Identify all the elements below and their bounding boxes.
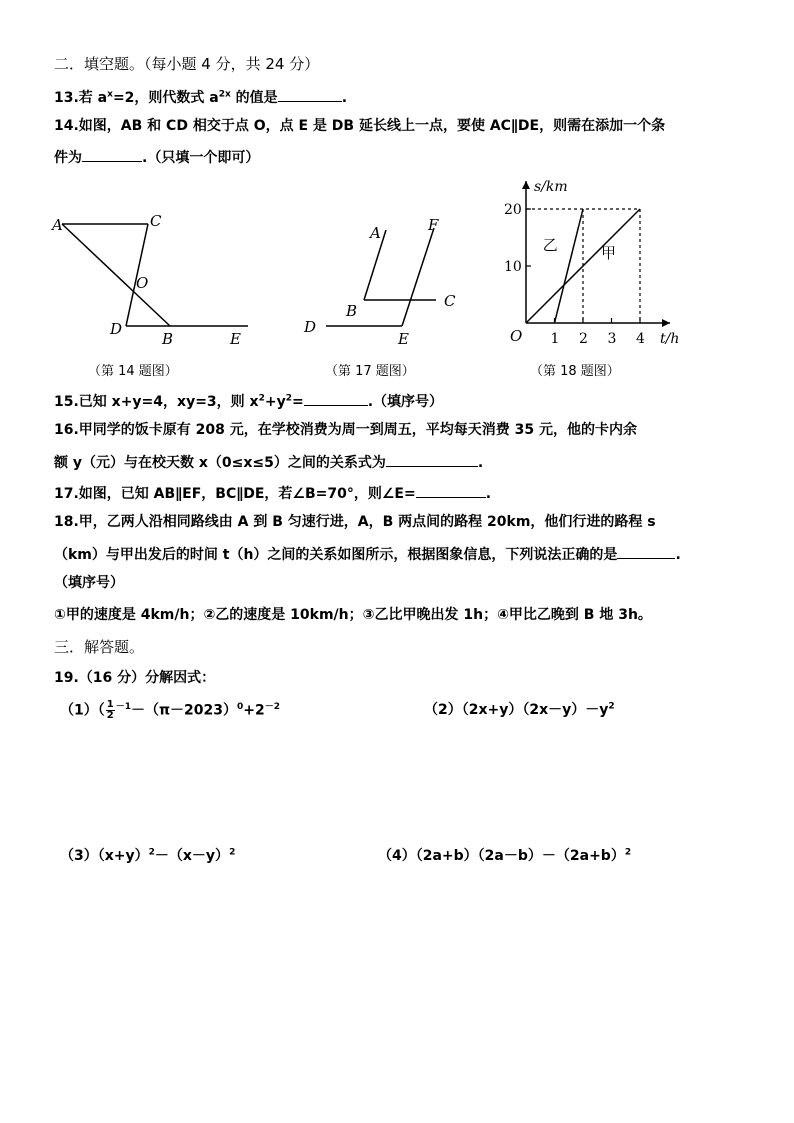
figure-18-caption: （第 18 题图） [530, 364, 620, 379]
x-tick-label-1: 1 [550, 331, 560, 347]
label-a: A [370, 224, 381, 242]
section-2-heading: 二．填空题。（每小题 4 分，共 24 分） [54, 55, 320, 73]
answer-blank-13[interactable] [278, 86, 342, 102]
label-b: B [346, 302, 358, 320]
figure-14-caption: （第 14 题图） [88, 364, 178, 379]
answer-blank-17[interactable] [416, 482, 486, 498]
question-19-part-4: $(4)(2a+b)(2a-b)-(2a+b)^2$ [378, 847, 632, 864]
answer-blank-18[interactable] [617, 543, 675, 559]
series-label-1: 乙 [542, 236, 558, 254]
fraction-one-half: $\frac{1}{2}$ [106, 699, 114, 721]
label-a: A [52, 216, 63, 234]
segment-ab [62, 224, 170, 326]
question-18-line-3: （填序号） [54, 575, 124, 591]
answer-blank-16[interactable] [386, 451, 478, 467]
figure-17 [296, 210, 476, 355]
y-tick-label-20: 20 [504, 202, 522, 218]
label-c: C [150, 212, 162, 230]
y-tick-label-10: 10 [504, 259, 522, 275]
series-label-0: 甲 [601, 244, 617, 262]
x-tick-label-2: 2 [579, 331, 588, 347]
x-tick-label-3: 3 [607, 331, 617, 347]
label-d: D [304, 318, 317, 336]
answer-blank-14[interactable] [82, 146, 142, 162]
question-18-options: ①甲的速度是 4km/h；②乙的速度是 10km/h；③乙比甲晚出发 1h；④甲比乙晚到 B 地 3h。 [54, 607, 652, 623]
question-18-line-1: 18.甲，乙两人沿相同路线由 A 到 B 匀速行进，A，B 两点间的路程 20km，他们行进的路程 s [54, 514, 656, 530]
y-axis-arrow [522, 181, 530, 189]
series-line-1 [555, 209, 584, 323]
question-19-part-3: $(3)(x+y)^2-(x-y)^2$ [60, 847, 236, 864]
question-13: 13.若 $a^x=2$，则代数式 $a^{2x}$ 的值是 . [54, 86, 347, 108]
x-axis-arrow [662, 319, 670, 327]
x-axis-label: t/h [660, 331, 680, 347]
question-14-line-1: 14.如图，AB 和 CD 相交于点 O，点 E 是 DB 延长线上一点，要使 AC∥DE，则需在添加一个条 [54, 118, 666, 134]
question-19-title: 19.（16 分）分解因式： [54, 670, 216, 686]
question-19-part-1: （1）（ $\frac{1}{2}$ $^{-1}-(\pi-2023)^0+2^{-2}$ [60, 699, 281, 721]
label-o: O [136, 274, 149, 292]
figure-17-caption: （第 17 题图） [325, 364, 415, 379]
question-14-line-2: 件为 .（只填一个即可） [54, 146, 259, 168]
question-17: 17.如图，已知 AB∥EF，BC∥DE，若∠B=70°，则∠E= . [54, 482, 491, 504]
segment-ef [402, 228, 434, 326]
label-b: B [162, 330, 174, 348]
answer-blank-15[interactable] [304, 390, 368, 406]
question-16-line-2: 额 y（元）与在校天数 x（0≤x≤5）之间的关系式为 . [54, 451, 483, 473]
origin-label: O [510, 327, 523, 345]
label-f: F [428, 216, 439, 234]
figure-14 [40, 200, 270, 360]
question-18-line-2: （km）与甲出发后的时间 t（h）之间的关系如图所示，根据图象信息，下列说法正确的是 . [54, 543, 681, 565]
section-3-heading: 三．解答题。 [54, 638, 145, 656]
label-d: D [110, 320, 123, 338]
question-15: 15.已知 x+y=4，xy=3，则 $x^2+y^2=$ .（填序号） [54, 390, 443, 412]
question-19-part-2: $(2)(2x+y)(2x-y)-y^2$ [424, 701, 615, 718]
y-axis-label: s/km [534, 179, 568, 195]
label-c: C [444, 292, 456, 310]
question-16-line-1: 16.甲同学的饭卡原有 208 元，在学校消费为周一到周五，平均每天消费 35 元，他的卡内余 [54, 422, 638, 438]
x-tick-label-4: 4 [636, 331, 645, 347]
label-e: E [230, 330, 241, 348]
label-e: E [398, 330, 409, 348]
figure-18-chart [496, 168, 696, 356]
